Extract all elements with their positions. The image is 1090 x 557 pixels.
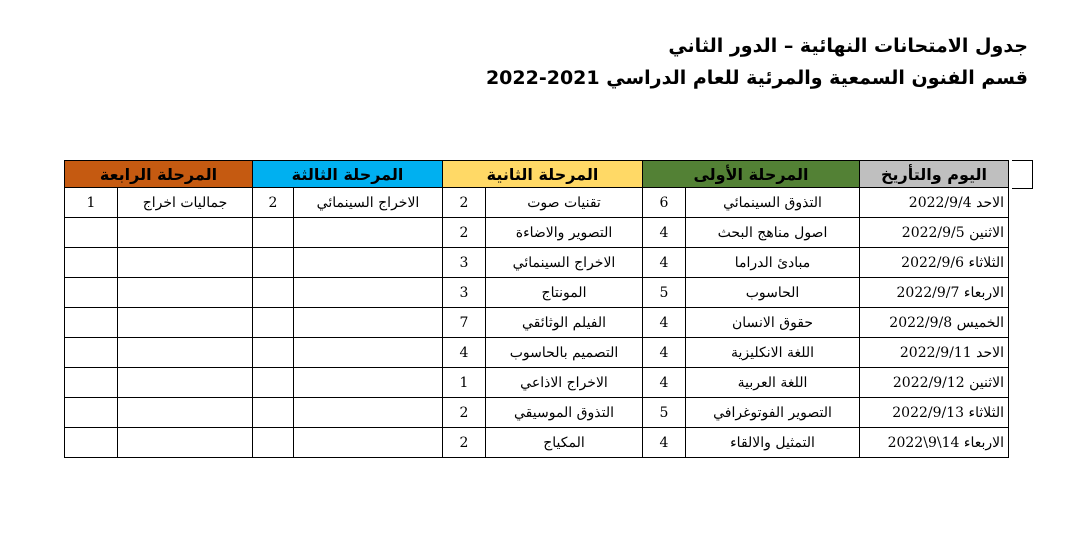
stage2-units-cell: 7 xyxy=(443,308,486,338)
stage4-units-cell: 1 xyxy=(65,188,118,218)
stage4-subject-cell xyxy=(118,308,253,338)
stage1-units-cell: 5 xyxy=(643,278,686,308)
stage1-units-cell: 4 xyxy=(643,248,686,278)
stage2-subject-cell: التذوق الموسيقي xyxy=(486,398,643,428)
stage2-subject-cell: الاخراج الاذاعي xyxy=(486,368,643,398)
stage2-units-cell: 3 xyxy=(443,278,486,308)
exam-schedule-table xyxy=(64,160,1009,458)
header-stage-1: المرحلة الأولى xyxy=(643,161,860,188)
stage3-subject-cell xyxy=(294,398,443,428)
stage2-subject-cell: التصوير والاضاءة xyxy=(486,218,643,248)
stage4-subject-cell xyxy=(118,248,253,278)
table-row xyxy=(65,368,1009,398)
stage4-subject-cell xyxy=(118,338,253,368)
stage4-units-cell xyxy=(65,428,118,458)
day-cell: الاحد 2022/9/4 xyxy=(860,188,1009,218)
stage4-subject-cell xyxy=(118,278,253,308)
stage3-units-cell xyxy=(253,428,294,458)
page-subtitle: قسم الفنون السمعية والمرئية للعام الدراسي 2021-2022 xyxy=(485,67,1028,89)
stage2-units-cell: 2 xyxy=(443,218,486,248)
stage4-subject-cell: جماليات اخراج xyxy=(118,188,253,218)
table-row xyxy=(65,278,1009,308)
table-row xyxy=(65,188,1009,218)
table-row xyxy=(65,248,1009,278)
stage3-subject-cell: الاخراج السينمائي xyxy=(294,188,443,218)
stage3-subject-cell xyxy=(294,338,443,368)
stage3-units-cell xyxy=(253,218,294,248)
day-cell: الاثنين 2022/9/12 xyxy=(860,368,1009,398)
stage1-units-cell: 5 xyxy=(643,398,686,428)
stage2-subject-cell: المكياج xyxy=(486,428,643,458)
stage1-subject-cell: مبادئ الدراما xyxy=(686,248,860,278)
stage4-units-cell xyxy=(65,308,118,338)
day-cell: الثلاثاء 2022/9/13 xyxy=(860,398,1009,428)
day-cell: الثلاثاء 2022/9/6 xyxy=(860,248,1009,278)
table-row xyxy=(65,398,1009,428)
stage3-units-cell xyxy=(253,398,294,428)
stage2-units-cell: 4 xyxy=(443,338,486,368)
page-title: جدول الامتحانات النهائية – الدور الثاني xyxy=(668,35,1028,57)
stage4-units-cell xyxy=(65,248,118,278)
stage3-subject-cell xyxy=(294,278,443,308)
stage1-units-cell: 4 xyxy=(643,308,686,338)
stage2-subject-cell: تقنيات صوت xyxy=(486,188,643,218)
stage2-subject-cell: المونتاج xyxy=(486,278,643,308)
title-block xyxy=(486,30,1028,94)
stage4-units-cell xyxy=(65,218,118,248)
stage2-units-cell: 1 xyxy=(443,368,486,398)
header-stage-3: المرحلة الثالثة xyxy=(253,161,443,188)
stage4-units-cell xyxy=(65,278,118,308)
stage2-units-cell: 2 xyxy=(443,398,486,428)
day-cell: الاثنين 2022/9/5 xyxy=(860,218,1009,248)
stage3-subject-cell xyxy=(294,308,443,338)
stage4-units-cell xyxy=(65,398,118,428)
day-cell: الاربعاء 14\9\2022 xyxy=(860,428,1009,458)
header-day: اليوم والتأريخ xyxy=(860,161,1009,188)
stage3-subject-cell xyxy=(294,248,443,278)
stage4-subject-cell xyxy=(118,398,253,428)
table-row xyxy=(65,338,1009,368)
stage1-subject-cell: اللغة العربية xyxy=(686,368,860,398)
stage1-subject-cell: حقوق الانسان xyxy=(686,308,860,338)
stage3-subject-cell xyxy=(294,218,443,248)
stage1-subject-cell: التمثيل والالقاء xyxy=(686,428,860,458)
stage2-units-cell: 2 xyxy=(443,188,486,218)
stage4-subject-cell xyxy=(118,218,253,248)
stage3-units-cell: 2 xyxy=(253,188,294,218)
stage1-units-cell: 6 xyxy=(643,188,686,218)
stage1-subject-cell: التصوير الفوتوغرافي xyxy=(686,398,860,428)
header-row xyxy=(65,161,1009,188)
stage2-units-cell: 2 xyxy=(443,428,486,458)
header-stage-4: المرحلة الرابعة xyxy=(65,161,253,188)
header-overflow-cell xyxy=(1012,160,1033,189)
stage1-units-cell: 4 xyxy=(643,428,686,458)
table-row xyxy=(65,308,1009,338)
stage3-subject-cell xyxy=(294,428,443,458)
stage2-subject-cell: التصميم بالحاسوب xyxy=(486,338,643,368)
day-cell: الخميس 2022/9/8 xyxy=(860,308,1009,338)
stage2-units-cell: 3 xyxy=(443,248,486,278)
stage3-units-cell xyxy=(253,278,294,308)
stage3-units-cell xyxy=(253,338,294,368)
stage1-subject-cell: التذوق السينمائي xyxy=(686,188,860,218)
stage2-subject-cell: الاخراج السينمائي xyxy=(486,248,643,278)
table-row xyxy=(65,428,1009,458)
header-stage-2: المرحلة الثانية xyxy=(443,161,643,188)
stage1-units-cell: 4 xyxy=(643,338,686,368)
stage1-subject-cell: اصول مناهج البحث xyxy=(686,218,860,248)
stage1-units-cell: 4 xyxy=(643,368,686,398)
stage1-subject-cell: اللغة الانكليزية xyxy=(686,338,860,368)
stage4-units-cell xyxy=(65,368,118,398)
day-cell: الاربعاء 2022/9/7 xyxy=(860,278,1009,308)
stage3-subject-cell xyxy=(294,368,443,398)
stage4-subject-cell xyxy=(118,428,253,458)
stage3-units-cell xyxy=(253,368,294,398)
stage3-units-cell xyxy=(253,308,294,338)
stage3-units-cell xyxy=(253,248,294,278)
table-row xyxy=(65,218,1009,248)
stage2-subject-cell: الفيلم الوثائقي xyxy=(486,308,643,338)
stage1-units-cell: 4 xyxy=(643,218,686,248)
stage4-subject-cell xyxy=(118,368,253,398)
day-cell: الاحد 2022/9/11 xyxy=(860,338,1009,368)
stage1-subject-cell: الحاسوب xyxy=(686,278,860,308)
stage4-units-cell xyxy=(65,338,118,368)
